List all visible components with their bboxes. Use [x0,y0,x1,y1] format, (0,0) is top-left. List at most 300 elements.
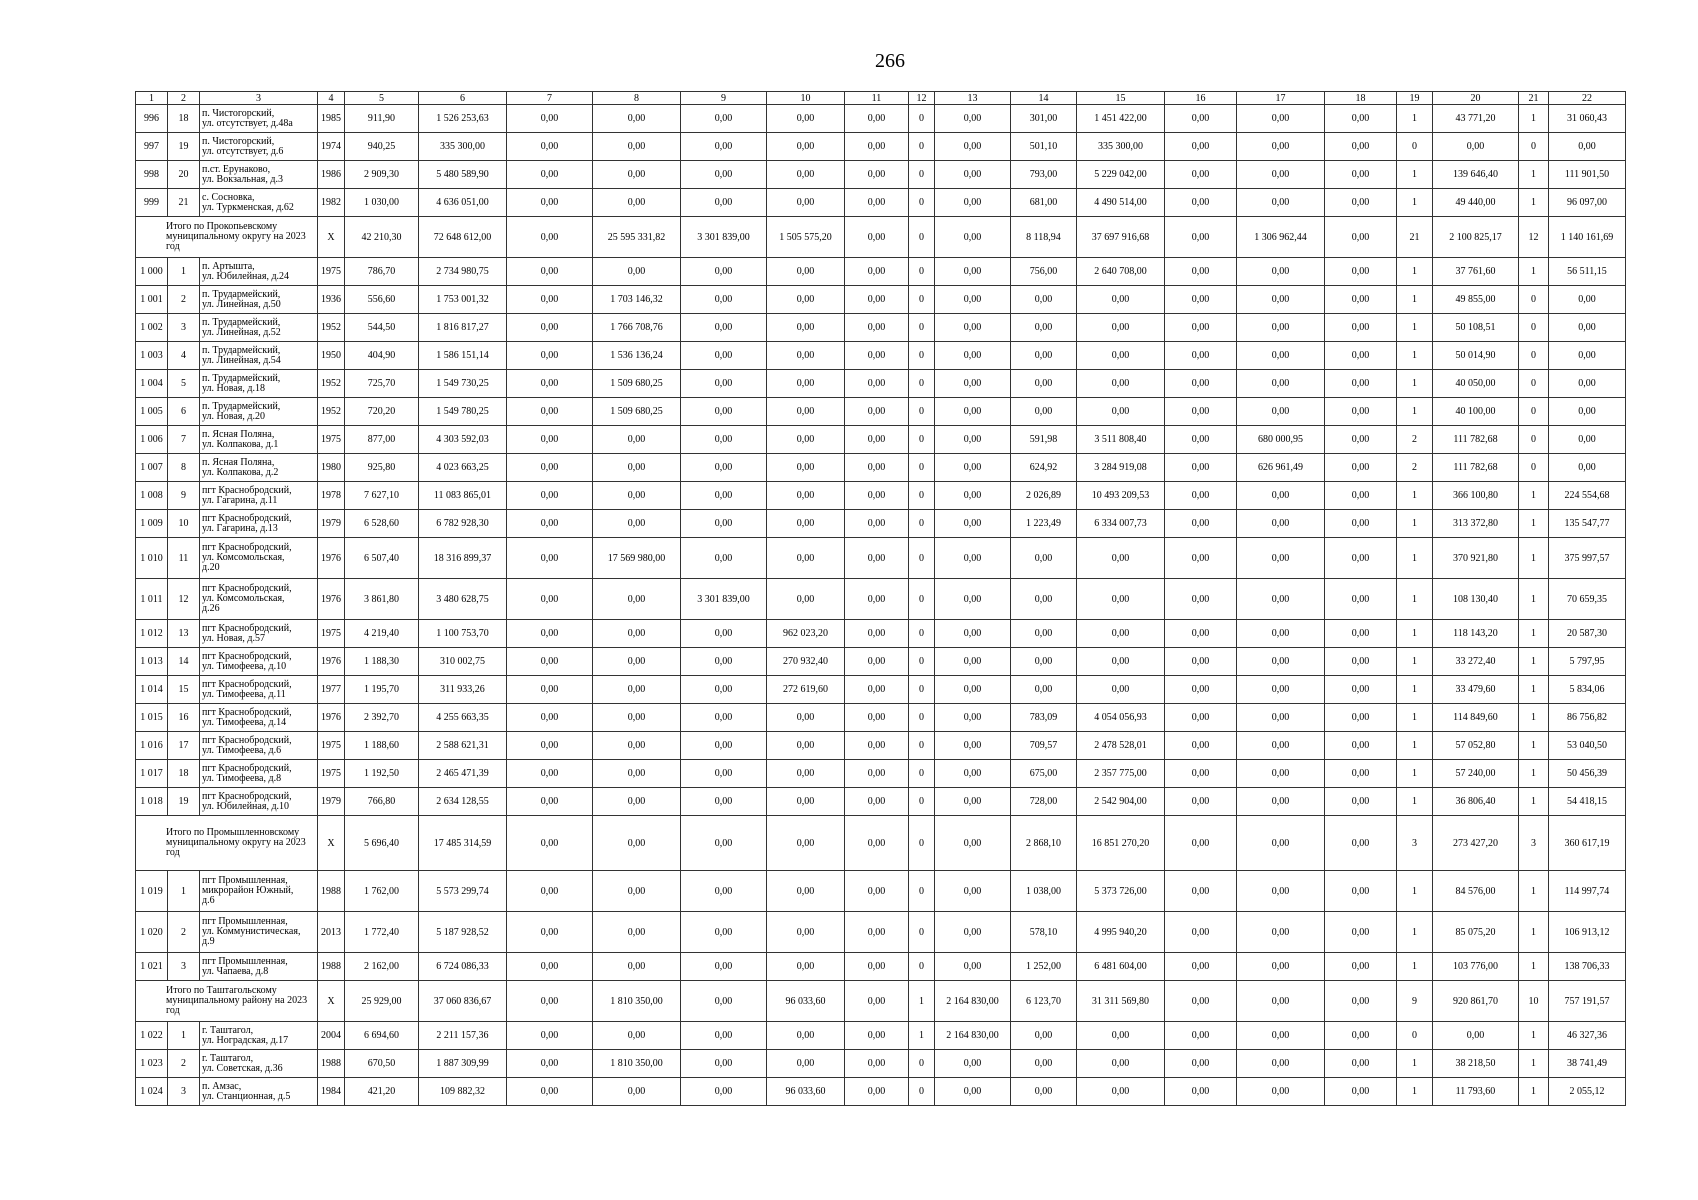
table-cell: 0,00 [593,161,681,189]
table-cell: 0,00 [507,314,593,342]
table-cell: 1 011 [136,579,168,620]
table-cell: 0,00 [767,398,845,426]
table-cell: 0,00 [935,161,1011,189]
table-cell: 6 724 086,33 [419,953,507,981]
table-cell: 1 [1519,788,1549,816]
column-header: 13 [935,92,1011,105]
table-cell: 1 [1397,342,1433,370]
housing-repair-table [135,91,1626,1106]
table-cell: 6 694,60 [345,1022,419,1050]
table-cell: 940,25 [345,133,419,161]
table-cell: 6 507,40 [345,538,419,579]
address-cell: пгт Краснобродский, ул. Тимофеева, д.10 [200,648,318,676]
column-header: 1 [136,92,168,105]
table-cell: 1 004 [136,370,168,398]
table-cell: 0,00 [681,398,767,426]
table-cell: 0,00 [1077,1050,1165,1078]
table-cell: 0,00 [681,258,767,286]
table-row [136,482,1626,510]
table-cell: 1985 [318,105,345,133]
table-cell: 0,00 [1325,342,1397,370]
table-cell: 4 255 663,35 [419,704,507,732]
table-cell: 8 118,94 [1011,217,1077,258]
table-cell: 0,00 [1325,133,1397,161]
table-cell: 0,00 [681,105,767,133]
table-cell: 0 [1519,454,1549,482]
table-cell: 2 055,12 [1549,1078,1626,1106]
table-cell: 0 [909,482,935,510]
table-cell: 0,00 [1237,620,1325,648]
table-cell: 2 478 528,01 [1077,732,1165,760]
address-cell: пгт Краснобродский, ул. Новая, д.57 [200,620,318,648]
table-cell: 0,00 [935,314,1011,342]
table-cell: 3 [168,953,200,981]
table-cell: 0,00 [1325,912,1397,953]
table-cell: 0,00 [1325,981,1397,1022]
table-row [136,454,1626,482]
table-cell: 0,00 [507,1022,593,1050]
total-label: Итого по Промышленновскому муниципальному округу на 2023 год [136,816,318,871]
table-cell: 0,00 [507,258,593,286]
table-cell: 0,00 [767,370,845,398]
table-cell: 2 [168,912,200,953]
table-row [136,579,1626,620]
table-cell: 0,00 [507,217,593,258]
table-cell: 1979 [318,510,345,538]
table-cell: 0,00 [1237,161,1325,189]
table-cell: 0 [1397,1022,1433,1050]
table-cell: 0 [1519,133,1549,161]
table-cell: 2 [168,1050,200,1078]
table-cell: 18 [168,760,200,788]
table-cell: 0,00 [767,1050,845,1078]
table-cell: 0,00 [1011,1050,1077,1078]
table-cell: 0,00 [507,510,593,538]
table-cell: 0,00 [845,760,909,788]
table-cell: 0,00 [1325,370,1397,398]
table-cell: 3 511 808,40 [1077,426,1165,454]
table-cell: 1975 [318,732,345,760]
table-row [136,953,1626,981]
table-cell: 0,00 [507,704,593,732]
table-cell: 0 [909,314,935,342]
table-cell: 0,00 [507,398,593,426]
table-cell: 360 617,19 [1549,816,1626,871]
table-cell: 1 013 [136,648,168,676]
table-cell: 421,20 [345,1078,419,1106]
table-cell: 0,00 [507,676,593,704]
table-cell: 43 771,20 [1433,105,1519,133]
table-cell: 1 [1519,161,1549,189]
table-cell: 37 697 916,68 [1077,217,1165,258]
table-cell: 556,60 [345,286,419,314]
table-cell: 0,00 [681,314,767,342]
table-cell: 1 509 680,25 [593,370,681,398]
table-cell: 0,00 [1165,133,1237,161]
table-cell: 0,00 [681,482,767,510]
table-row [136,538,1626,579]
table-cell: 2 026,89 [1011,482,1077,510]
table-cell: 0,00 [1011,676,1077,704]
table-cell: 0,00 [1165,1078,1237,1106]
table-cell: 0,00 [681,676,767,704]
table-cell: 0,00 [767,105,845,133]
table-cell: 0,00 [1165,105,1237,133]
table-cell: 4 636 051,00 [419,189,507,217]
table-cell: 7 627,10 [345,482,419,510]
table-cell: 0,00 [767,538,845,579]
table-cell: 0,00 [1077,314,1165,342]
table-cell: 1 020 [136,912,168,953]
table-cell: 4 303 592,03 [419,426,507,454]
address-cell: п.ст. Ерунаково, ул. Вокзальная, д.3 [200,161,318,189]
table-cell: 38 218,50 [1433,1050,1519,1078]
table-cell: 0,00 [1325,510,1397,538]
table-cell: 0,00 [1165,426,1237,454]
table-cell: 0,00 [767,732,845,760]
table-cell: 0 [909,510,935,538]
table-cell: 0,00 [1237,370,1325,398]
table-cell: 84 576,00 [1433,871,1519,912]
table-cell: 0,00 [767,760,845,788]
table-cell: 0 [909,342,935,370]
table-cell: 0,00 [1011,538,1077,579]
table-cell: 0,00 [1325,217,1397,258]
table-cell: 0,00 [767,454,845,482]
table-cell: 46 327,36 [1549,1022,1626,1050]
table-cell: 0 [1519,398,1549,426]
table-cell: 1 [909,981,935,1022]
column-header: 2 [168,92,200,105]
table-cell: 0,00 [593,732,681,760]
table-cell: 0,00 [1325,871,1397,912]
table-cell: 114 849,60 [1433,704,1519,732]
table-cell: 5 187 928,52 [419,912,507,953]
table-cell: 1976 [318,538,345,579]
table-cell: 999 [136,189,168,217]
page-number: 266 [875,50,905,72]
address-cell: пгт Краснобродский, ул. Комсомольская, д.26 [200,579,318,620]
table-cell: 0,00 [845,1022,909,1050]
address-cell: пгт Краснобродский, ул. Комсомольская, д.20 [200,538,318,579]
table-cell: 2 357 775,00 [1077,760,1165,788]
table-cell: 111 901,50 [1549,161,1626,189]
column-header: 16 [1165,92,1237,105]
table-cell: 18 [168,105,200,133]
table-cell: 2 164 830,00 [935,981,1011,1022]
table-cell: 0,00 [1325,426,1397,454]
table-cell: 0,00 [845,1050,909,1078]
table-cell: 0,00 [845,981,909,1022]
table-cell: 4 490 514,00 [1077,189,1165,217]
table-cell: 0 [909,620,935,648]
table-cell: 270 932,40 [767,648,845,676]
table-cell: 1 [1519,1022,1549,1050]
table-cell: 6 528,60 [345,510,419,538]
table-cell: 544,50 [345,314,419,342]
table-cell: 0 [909,538,935,579]
table-cell: 1 024 [136,1078,168,1106]
table-cell: 1986 [318,161,345,189]
table-cell: 0,00 [845,648,909,676]
table-cell: 57 240,00 [1433,760,1519,788]
table-cell: 0,00 [1325,816,1397,871]
table-cell: 0,00 [507,1050,593,1078]
table-cell: 1 252,00 [1011,953,1077,981]
table-cell: 1 [1397,161,1433,189]
table-cell: 0,00 [593,1022,681,1050]
table-cell: 0,00 [767,953,845,981]
table-cell: 0,00 [1325,1050,1397,1078]
table-cell: 3 [1397,816,1433,871]
table-cell: 272 619,60 [767,676,845,704]
address-cell: пгт Промышленная, ул. Коммунистическая, д.9 [200,912,318,953]
table-cell: 17 [168,732,200,760]
table-cell: 1 [1397,676,1433,704]
table-cell: 0,00 [681,732,767,760]
table-cell: 9 [1397,981,1433,1022]
table-cell: 0,00 [593,1078,681,1106]
table-cell: 766,80 [345,788,419,816]
table-cell: 1988 [318,953,345,981]
table-cell: 1 [1397,732,1433,760]
table-cell: 106 913,12 [1549,912,1626,953]
table-cell: 0,00 [1165,732,1237,760]
table-cell: 0,00 [593,816,681,871]
table-cell: 0,00 [845,133,909,161]
table-cell: 36 806,40 [1433,788,1519,816]
table-cell: 0,00 [935,538,1011,579]
table-row [136,704,1626,732]
table-cell: 1 505 575,20 [767,217,845,258]
table-cell: 103 776,00 [1433,953,1519,981]
table-cell: 1 [1397,314,1433,342]
table-cell: 0,00 [593,871,681,912]
table-cell: 1 021 [136,953,168,981]
table-cell: 2 465 471,39 [419,760,507,788]
table-row [136,258,1626,286]
table-cell: 12 [168,579,200,620]
table-row [136,732,1626,760]
table-cell: 0,00 [1325,189,1397,217]
table-cell: 0,00 [1165,816,1237,871]
table-cell: 0,00 [681,871,767,912]
table-cell: 0,00 [1325,953,1397,981]
table-cell: 2 640 708,00 [1077,258,1165,286]
table-cell: 0,00 [1165,981,1237,1022]
table-cell: 0,00 [1165,314,1237,342]
table-cell: 1 192,50 [345,760,419,788]
table-cell: 138 706,33 [1549,953,1626,981]
table-cell: 0,00 [1011,398,1077,426]
total-label: Итого по Прокопьевскому муниципальному округу на 2023 год [136,217,318,258]
table-cell: 670,50 [345,1050,419,1078]
table-cell: 783,09 [1011,704,1077,732]
table-cell: 0,00 [681,161,767,189]
table-cell: 1 [168,871,200,912]
table-cell: 0,00 [681,510,767,538]
table-cell: 0,00 [593,912,681,953]
table-cell: 1976 [318,704,345,732]
table-cell: 0 [909,189,935,217]
table-cell: 0,00 [767,788,845,816]
table-cell: 0,00 [767,314,845,342]
table-cell: 877,00 [345,426,419,454]
column-header: 19 [1397,92,1433,105]
table-cell: 118 143,20 [1433,620,1519,648]
table-cell: 5 834,06 [1549,676,1626,704]
table-cell: 0 [1519,370,1549,398]
table-cell: 1 [1397,704,1433,732]
address-cell: пгт Краснобродский, ул. Тимофеева, д.14 [200,704,318,732]
table-cell: 1 010 [136,538,168,579]
table-cell: 0,00 [593,788,681,816]
table-cell: 53 040,50 [1549,732,1626,760]
table-cell: 0,00 [1325,732,1397,760]
table-cell: 2 [1397,454,1433,482]
table-cell: 0,00 [593,579,681,620]
column-header: 6 [419,92,507,105]
table-cell: 0,00 [767,871,845,912]
table-cell: 1 038,00 [1011,871,1077,912]
table-cell: 0,00 [935,482,1011,510]
table-cell: 0,00 [845,732,909,760]
table-cell: 1 023 [136,1050,168,1078]
column-header: 4 [318,92,345,105]
table-cell: 2 734 980,75 [419,258,507,286]
table-cell: 17 485 314,59 [419,816,507,871]
table-cell: 1 [1397,510,1433,538]
table-cell: 1 526 253,63 [419,105,507,133]
address-cell: пгт Краснобродский, ул. Юбилейная, д.10 [200,788,318,816]
table-cell: 0,00 [845,538,909,579]
table-cell: 1 [168,258,200,286]
table-cell: 0,00 [593,258,681,286]
table-cell: 1 [1519,189,1549,217]
table-cell: 111 782,68 [1433,454,1519,482]
table-cell: 3 301 839,00 [681,217,767,258]
table-cell: 335 300,00 [419,133,507,161]
table-cell: 109 882,32 [419,1078,507,1106]
table-cell: 0,00 [1549,314,1626,342]
table-cell: 1 [1397,189,1433,217]
table-cell: 0,00 [1325,398,1397,426]
table-cell: 0,00 [1325,538,1397,579]
address-cell: пгт Краснобродский, ул. Тимофеева, д.8 [200,760,318,788]
table-cell: 0,00 [681,454,767,482]
table-row [136,133,1626,161]
column-header: 15 [1077,92,1165,105]
table-row [136,760,1626,788]
table-cell: 0,00 [507,105,593,133]
column-header: 14 [1011,92,1077,105]
address-cell: п. Трудармейский, ул. Линейная, д.50 [200,286,318,314]
table-cell: 0,00 [1549,342,1626,370]
table-cell: 0,00 [681,286,767,314]
total-row [136,816,1626,871]
table-row [136,161,1626,189]
table-cell: 1 006 [136,426,168,454]
table-cell: 1975 [318,426,345,454]
table-cell: 0,00 [1077,286,1165,314]
table-cell: 0,00 [1237,704,1325,732]
table-cell: 0,00 [507,871,593,912]
table-cell: 0,00 [681,189,767,217]
table-cell: 0 [909,648,935,676]
table-row [136,648,1626,676]
table-cell: 0,00 [935,1078,1011,1106]
table-cell: 0 [909,286,935,314]
table-cell: 0,00 [1077,342,1165,370]
table-cell: 1 100 753,70 [419,620,507,648]
table-cell: 0 [909,161,935,189]
table-cell: 0,00 [845,1078,909,1106]
table-cell: 50 456,39 [1549,760,1626,788]
table-cell: 0,00 [767,579,845,620]
table-cell: 0,00 [845,704,909,732]
table-cell: 0,00 [681,648,767,676]
table-cell: 0,00 [935,342,1011,370]
table-cell: 1 017 [136,760,168,788]
table-cell: 0,00 [1237,953,1325,981]
table-cell: 0 [909,704,935,732]
table-cell: 0,00 [935,579,1011,620]
column-header: 12 [909,92,935,105]
table-cell: 0,00 [935,510,1011,538]
table-cell: 1 [1519,620,1549,648]
table-cell: 0,00 [1325,704,1397,732]
table-cell: 0,00 [845,788,909,816]
table-cell: 49 440,00 [1433,189,1519,217]
table-cell: 0,00 [1165,620,1237,648]
table-cell: 0,00 [681,133,767,161]
table-cell: 0,00 [1549,426,1626,454]
table-cell: 0,00 [767,189,845,217]
table-row [136,342,1626,370]
table-row [136,510,1626,538]
table-cell: 0,00 [681,912,767,953]
table-cell: 0,00 [593,510,681,538]
table-cell: 375 997,57 [1549,538,1626,579]
address-cell: п. Артышта, ул. Юбилейная, д.24 [200,258,318,286]
table-cell: 0,00 [507,760,593,788]
table-cell: 1 [1397,953,1433,981]
table-cell: 0,00 [1325,648,1397,676]
table-cell: 0,00 [1165,953,1237,981]
table-cell: 1977 [318,676,345,704]
table-cell: 0 [909,105,935,133]
table-cell: 0,00 [1237,760,1325,788]
table-cell: 0,00 [767,704,845,732]
table-cell: 0,00 [1077,579,1165,620]
table-cell: 1 022 [136,1022,168,1050]
address-cell: пгт Краснобродский, ул. Тимофеева, д.6 [200,732,318,760]
table-cell: 335 300,00 [1077,133,1165,161]
table-cell: 626 961,49 [1237,454,1325,482]
table-row [136,620,1626,648]
table-cell: 0,00 [845,816,909,871]
table-cell: 0,00 [681,953,767,981]
table-cell: 0,00 [935,398,1011,426]
table-cell: 0,00 [593,676,681,704]
table-cell: 313 372,80 [1433,510,1519,538]
table-cell: 0,00 [1077,370,1165,398]
table-cell: 0,00 [507,620,593,648]
table-cell: 0,00 [1165,676,1237,704]
table-cell: 9 [168,482,200,510]
table-cell: 1 [1519,953,1549,981]
table-cell: 86 756,82 [1549,704,1626,732]
